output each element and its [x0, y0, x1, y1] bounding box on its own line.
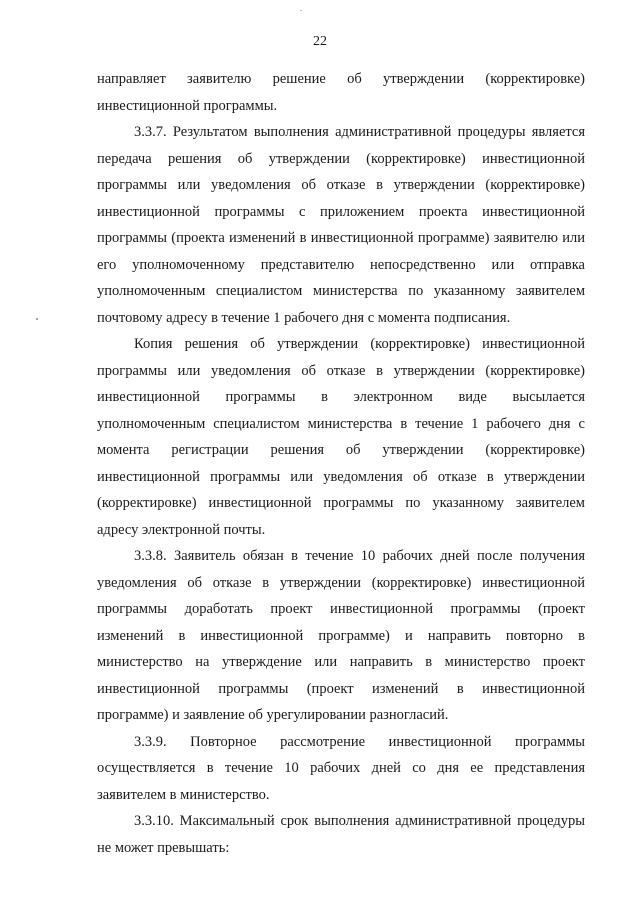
paragraph-3-3-9: 3.3.9. Повторное рассмотрение инвестиционной программы осуществляется в течение 10 рабочих дней со дня ее представления заявителем в министерство.: [97, 733, 585, 803]
scan-artifact: [36, 318, 38, 320]
paragraph-3-3-8: 3.3.8. Заявитель обязан в течение 10 рабочих дней после получения уведомления об отказе в утверждении (корректировке) инвестиционной программы доработать проект инвестиционной программы (проект изменений в инвестиционной программе) и направить повторно в министерство на утверждение или направить в министерство проект инвестиционной программы (проект изменений в инвестиционной программе) и заявление об урегулировании разногласий.: [97, 548, 585, 723]
paragraph-3-3-10: 3.3.10. Максимальный срок выполнения административной процедуры не может превышать:: [97, 813, 585, 856]
paragraph-3-3-7: 3.3.7. Результатом выполнения административной процедуры является передача решения об утверждении (корректировке) инвестиционной программы или уведомления об отказе в утверждении (корректировке) инвестиционной программы с приложением проекта инвестиционной программы (проекта изменений в инвестиционной программе) заявителю или его уполномоченному представителю непосредственно или отправка уполномоченным специалистом министерства по указанному заявителем почтовому адресу в течение 1 рабочего дня с момента подписания.: [97, 124, 585, 326]
paragraph-continuation: направляет заявителю решение об утверждении (корректировке) инвестиционной программы.: [97, 71, 585, 114]
scan-artifact: [300, 10, 302, 11]
paragraph-copy-of-decision: Копия решения об утверждении (корректировке) инвестиционной программы или уведомления об отказе в утверждении (корректировке) инвестиционной программы в электронном виде высылается уполномоченным специалистом министерства в течение 1 рабочего дня с момента регистрации решения об утверждении (корректировке) инвестиционной программы или уведомления об отказе в утверждении (корректировке) инвестиционной программы по указанному заявителем адресу электронной почты.: [97, 336, 585, 538]
document-body: [97, 66, 585, 861]
page-number: 22: [313, 34, 327, 49]
